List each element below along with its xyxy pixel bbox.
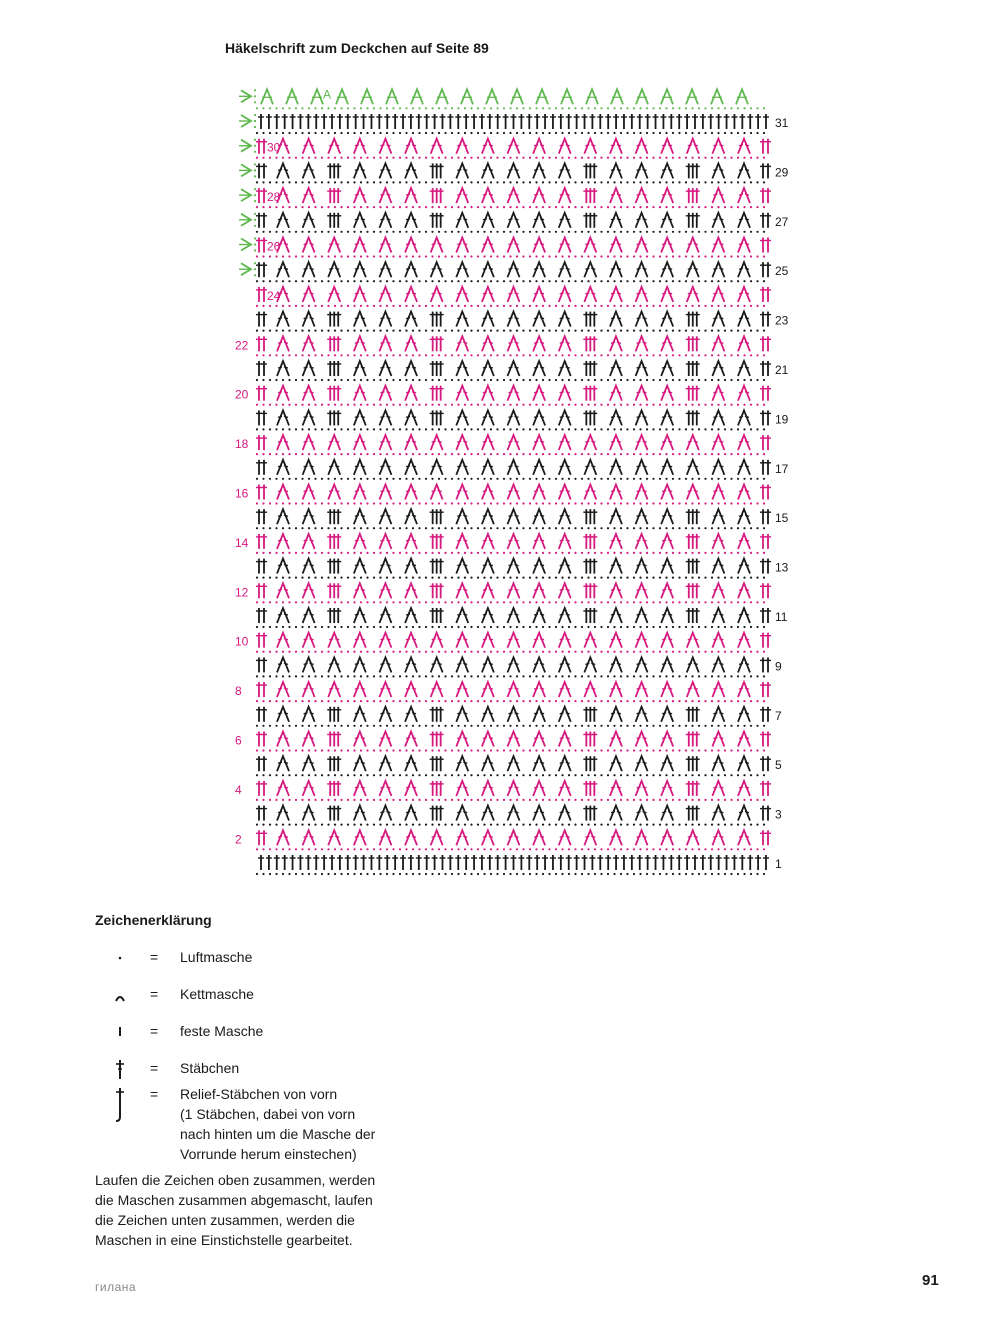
- row-number: 22: [235, 338, 249, 353]
- chart-row: [256, 707, 771, 727]
- double-crochet-icon: [105, 1058, 135, 1080]
- slip-stitch-icon: [105, 984, 135, 1004]
- chart-row: [256, 312, 771, 332]
- legend-text-line: (1 Stäbchen, dabei von vorn: [180, 1106, 356, 1122]
- legend-equals: =: [150, 949, 159, 965]
- legend-text: [180, 1084, 440, 1164]
- chart-row: [256, 435, 771, 455]
- chain-dot-icon: [105, 947, 135, 967]
- row-number: 28: [267, 190, 281, 205]
- row-number: 23: [775, 313, 789, 328]
- chart-row: [256, 163, 771, 183]
- legend-text: Luftmasche: [180, 949, 253, 965]
- chart-row: [256, 336, 771, 356]
- legend-equals: =: [150, 1086, 159, 1102]
- row-number: 6: [235, 733, 242, 748]
- front-post-dc-icon: [105, 1084, 135, 1124]
- row-number: 20: [235, 387, 249, 402]
- row-number: 25: [775, 264, 789, 279]
- legend-text-line: Vorrunde herum einstechen): [180, 1146, 357, 1162]
- page-title: Häkelschrift zum Deckchen auf Seite 89: [225, 40, 489, 56]
- row-number: 5: [775, 758, 782, 773]
- legend-note: Laufen die Zeichen oben zusammen, werden die Maschen zusammen abgemascht, laufen die Zeichen unten zusammen, werden die Maschen in eine Einstichstelle gearbeitet.: [95, 1172, 376, 1248]
- chart-row: [256, 781, 771, 801]
- chart-row: [256, 633, 771, 653]
- chart-row: [256, 213, 771, 233]
- chart-row: [256, 139, 771, 159]
- row-number: 7: [775, 708, 782, 723]
- chart-row: [256, 682, 771, 702]
- row-number: 27: [775, 214, 789, 229]
- chart-row: [256, 855, 769, 875]
- row-number: 9: [775, 659, 782, 674]
- legend-text: Kettmasche: [180, 986, 254, 1002]
- chart-row: [256, 534, 771, 554]
- chart-row: [256, 509, 771, 529]
- legend-text-line: Relief-Stäbchen von vorn: [180, 1086, 338, 1102]
- row-number: 18: [235, 437, 249, 452]
- row-number: 11: [775, 610, 788, 624]
- chart-row: [256, 410, 771, 430]
- chart-row: [256, 386, 771, 406]
- legend-text: Stäbchen: [180, 1060, 240, 1076]
- legend-text-line: nach hinten um die Masche der: [180, 1126, 376, 1142]
- row-number: 1: [775, 857, 782, 871]
- chart-row: [256, 287, 771, 307]
- legend-equals: =: [150, 1060, 159, 1076]
- chart-row: [256, 559, 771, 579]
- row-number: 21: [775, 363, 789, 377]
- chart-row: [256, 361, 771, 381]
- row-number: 15: [775, 511, 789, 526]
- row-number: 2: [235, 832, 242, 847]
- chart-row: [256, 830, 771, 850]
- chart-marker-a: A: [323, 87, 332, 102]
- crochet-chart: [225, 87, 789, 888]
- chart-row: [256, 238, 771, 258]
- legend-equals: =: [150, 986, 159, 1002]
- row-number: 8: [235, 684, 242, 699]
- chart-row: [256, 114, 769, 134]
- chart-row: [256, 583, 771, 603]
- chart-row: [256, 732, 771, 752]
- chart-row: [256, 485, 771, 505]
- row-number: 14: [235, 535, 249, 550]
- legend-text: feste Masche: [180, 1023, 264, 1039]
- row-number: 31: [775, 116, 789, 130]
- row-number: 3: [775, 807, 782, 822]
- chart-row: [256, 262, 771, 282]
- chart-row: [256, 608, 771, 628]
- legend-heading: Zeichenerklärung: [95, 912, 212, 928]
- row-number: 19: [775, 412, 789, 427]
- row-number: 13: [775, 560, 789, 575]
- chart-row: [256, 460, 771, 480]
- row-number: 30: [267, 140, 281, 155]
- row-number: 4: [235, 782, 242, 797]
- footer-watermark: гилана: [95, 1280, 137, 1294]
- single-crochet-icon: [105, 1021, 135, 1041]
- row-number: 29: [775, 165, 789, 180]
- row-number: 26: [267, 239, 281, 254]
- row-number: 12: [235, 585, 249, 600]
- row-number: 24: [267, 288, 281, 303]
- chart-row: [256, 756, 771, 776]
- page-number: 91: [922, 1272, 939, 1289]
- row-number: 10: [235, 634, 249, 649]
- legend-equals: =: [150, 1023, 159, 1039]
- row-number: 16: [235, 486, 249, 501]
- row-number: 17: [775, 461, 789, 476]
- chart-row: [256, 188, 771, 208]
- chart-row: [256, 657, 771, 677]
- chart-row: [256, 806, 771, 826]
